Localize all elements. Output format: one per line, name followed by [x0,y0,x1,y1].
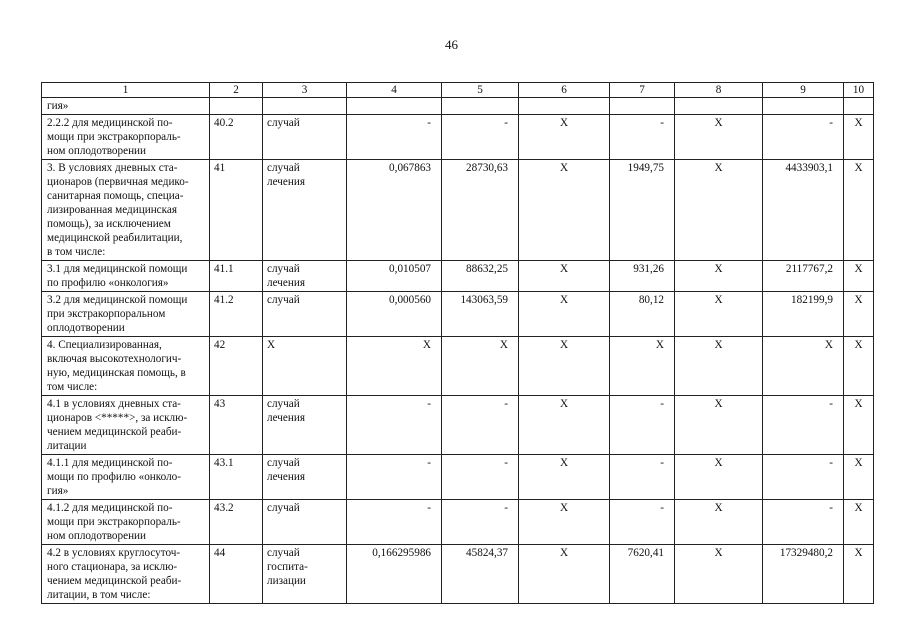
column-header: 9 [763,83,844,98]
table-cell: X [519,292,610,337]
table-cell [442,98,519,115]
table-cell: 4. Специализированная, включая высокотехнологич- ную, медицинская помощь, в том числе: [42,337,210,396]
column-header: 1 [42,83,210,98]
table-cell: случай госпита- лизации [263,545,347,604]
table-cell: 41 [210,160,263,261]
table-cell: случай [263,500,347,545]
table-cell: 0,000560 [347,292,442,337]
table-cell [763,98,844,115]
table-cell: X [675,292,763,337]
data-table [41,82,874,604]
column-header: 7 [610,83,675,98]
table-row [42,261,874,292]
table-cell: случай лечения [263,160,347,261]
table-cell: 4.1 в условиях дневных ста- ционаров <*****>, за исклю- чением медицинской реаби- литации [42,396,210,455]
table-cell: 0,010507 [347,261,442,292]
table-cell: X [675,337,763,396]
table-row [42,98,874,115]
table-cell: - [763,396,844,455]
table-cell: - [442,500,519,545]
table-cell: 41.1 [210,261,263,292]
table-cell: - [347,396,442,455]
table-cell: X [519,545,610,604]
table-cell: X [844,396,874,455]
table-cell: X [675,396,763,455]
table-cell [675,98,763,115]
table-cell: - [610,455,675,500]
table-cell [519,98,610,115]
table-cell: X [844,292,874,337]
table-cell: 45824,37 [442,545,519,604]
table-cell: 0,166295986 [347,545,442,604]
table-cell: - [763,500,844,545]
header-row [42,83,874,98]
table-cell: 43.1 [210,455,263,500]
table-row [42,396,874,455]
table-cell: X [263,337,347,396]
table-cell [844,98,874,115]
table-cell: 2.2.2 для медицинской по- мощи при экстракорпораль- ном оплодотворении [42,115,210,160]
table-cell [610,98,675,115]
table-cell: 43 [210,396,263,455]
table-cell: 4.1.1 для медицинской по- мощи по профилю «онколо- гия» [42,455,210,500]
table-cell: 3. В условиях дневных ста- ционаров (первичная медико- санитарная помощь, специа- лизированная медицинская помощь), за исключением медицинской реабилитации, в том числе: [42,160,210,261]
table-cell: 3.2 для медицинской помощи при экстракорпоральном оплодотворении [42,292,210,337]
table-cell: X [610,337,675,396]
table-cell: X [519,455,610,500]
table-cell [347,98,442,115]
table-row [42,292,874,337]
table-cell: - [763,115,844,160]
table-cell: гия» [42,98,210,115]
table-cell: 931,26 [610,261,675,292]
table-cell [210,98,263,115]
column-header: 4 [347,83,442,98]
table-cell: X [675,455,763,500]
table-cell: 17329480,2 [763,545,844,604]
table-cell: 182199,9 [763,292,844,337]
table-cell: X [844,545,874,604]
table-cell: случай лечения [263,396,347,455]
table-cell: X [844,261,874,292]
table-cell: X [519,261,610,292]
table-cell: X [844,337,874,396]
column-header: 10 [844,83,874,98]
table-cell: 28730,63 [442,160,519,261]
table-cell: случай [263,292,347,337]
table-cell: 40.2 [210,115,263,160]
table-row [42,545,874,604]
table-cell: случай [263,115,347,160]
table-cell: - [347,455,442,500]
table-cell: - [610,115,675,160]
table-cell: 7620,41 [610,545,675,604]
table-cell: X [675,545,763,604]
table-cell: X [675,160,763,261]
table-cell: X [844,500,874,545]
table-cell: - [610,500,675,545]
table-cell: 41.2 [210,292,263,337]
table-cell: 44 [210,545,263,604]
table-cell: - [442,396,519,455]
table-cell: 4433903,1 [763,160,844,261]
table-cell: X [519,115,610,160]
table-cell: 2117767,2 [763,261,844,292]
table-cell: X [347,337,442,396]
table-cell [263,98,347,115]
table-cell: 0,067863 [347,160,442,261]
table-cell: X [519,160,610,261]
page-number: 46 [445,37,458,52]
table-cell: 143063,59 [442,292,519,337]
table-cell: 4.1.2 для медицинской по- мощи при экстракорпораль- ном оплодотворении [42,500,210,545]
table-cell: X [442,337,519,396]
table-cell: 42 [210,337,263,396]
table-cell: - [763,455,844,500]
table-cell: случай лечения [263,261,347,292]
table-cell: X [519,337,610,396]
table-cell: - [347,115,442,160]
table-cell: X [675,115,763,160]
table-cell: X [675,261,763,292]
table-row [42,337,874,396]
table-cell: X [763,337,844,396]
table-cell: - [610,396,675,455]
table-cell: X [675,500,763,545]
table-cell: - [442,455,519,500]
column-header: 3 [263,83,347,98]
table-row [42,500,874,545]
table-row [42,160,874,261]
table-cell: случай лечения [263,455,347,500]
table-cell: X [519,396,610,455]
column-header: 2 [210,83,263,98]
table-cell: X [844,160,874,261]
table-cell: 88632,25 [442,261,519,292]
table-cell: X [844,115,874,160]
table-cell: 43.2 [210,500,263,545]
table-cell: X [519,500,610,545]
column-header: 6 [519,83,610,98]
table-cell: 3.1 для медицинской помощи по профилю «онкология» [42,261,210,292]
table-row [42,455,874,500]
table-cell: 80,12 [610,292,675,337]
table-row [42,115,874,160]
table-cell: X [844,455,874,500]
table-cell: 1949,75 [610,160,675,261]
table-cell: - [347,500,442,545]
table-cell: 4.2 в условиях круглосуточ- ного стационара, за исклю- чением медицинской реаби- литации, в том числе: [42,545,210,604]
column-header: 8 [675,83,763,98]
column-header: 5 [442,83,519,98]
table-cell: - [442,115,519,160]
